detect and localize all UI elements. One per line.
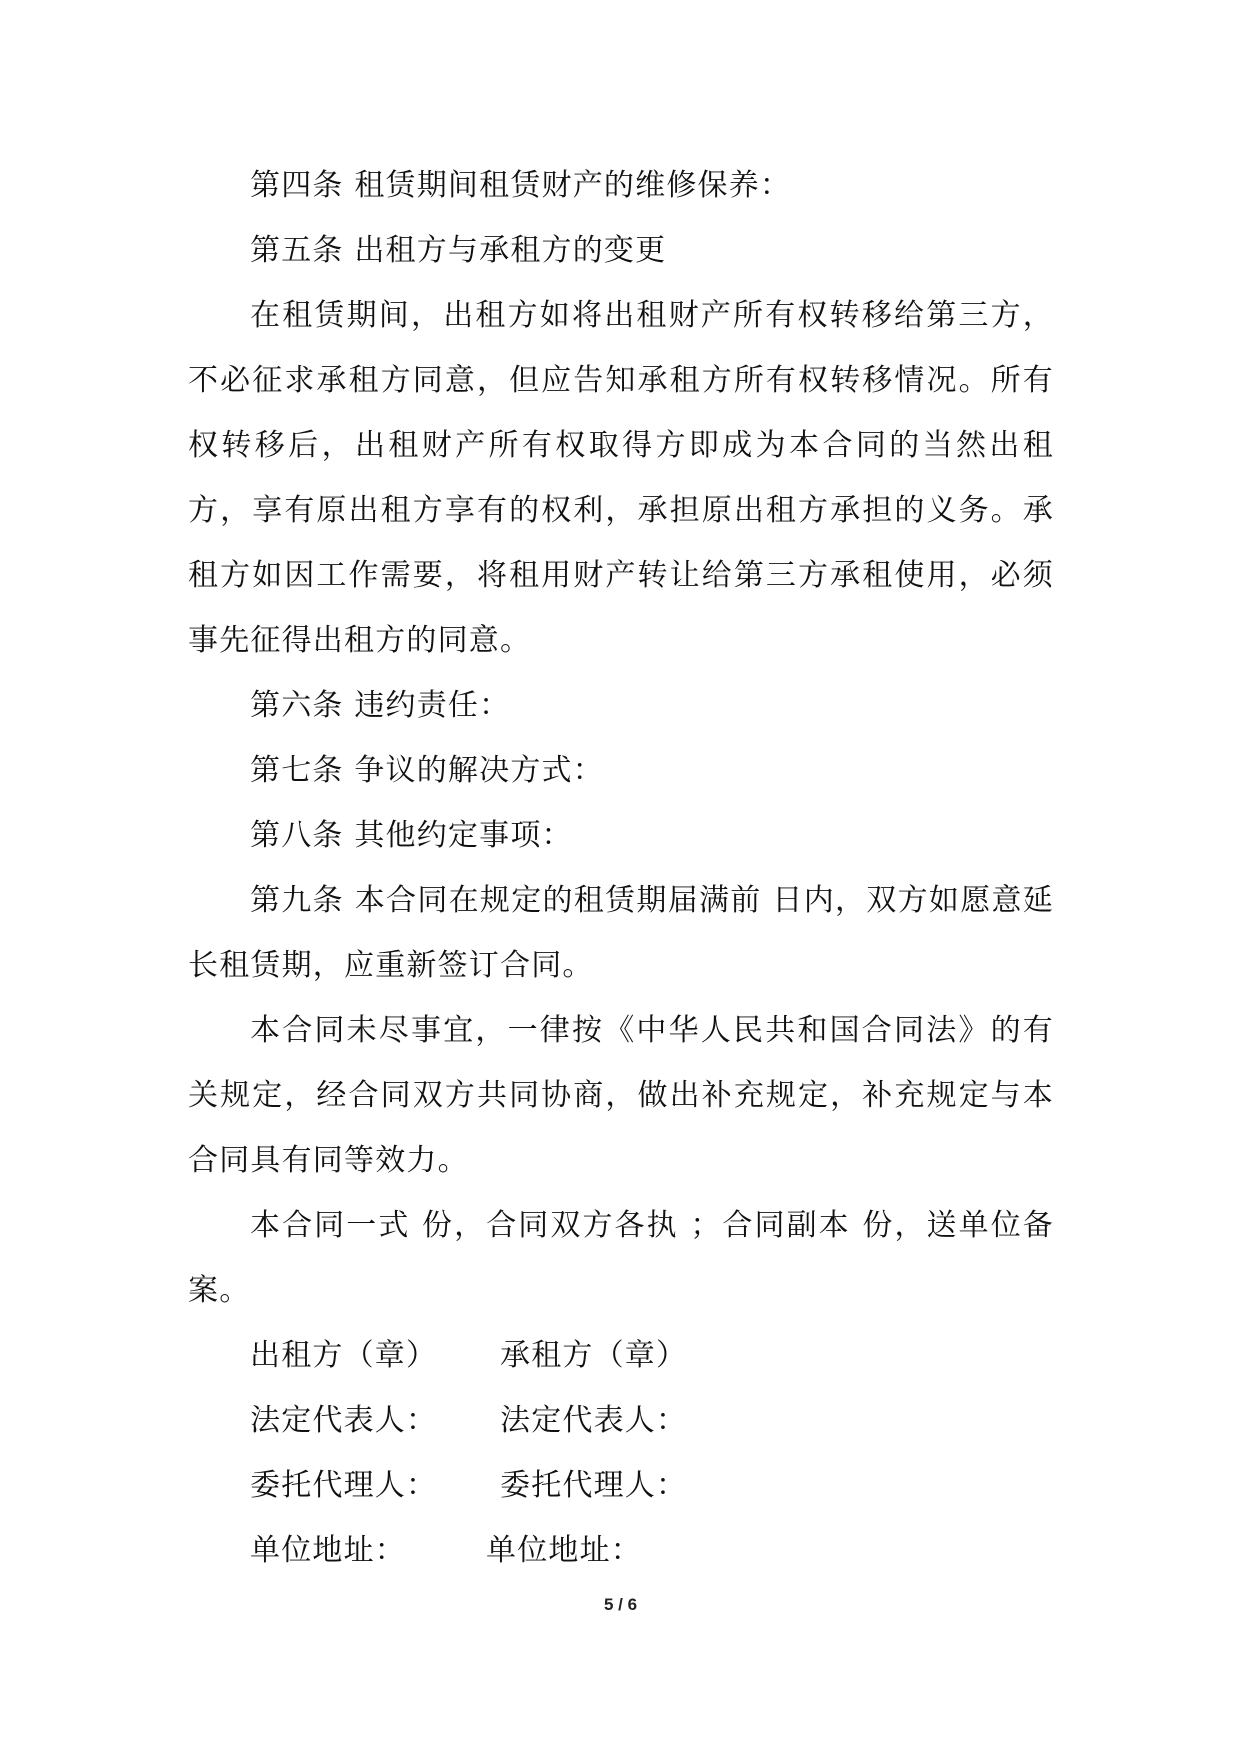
- clause-seven: 第七条 争议的解决方式：: [250, 753, 604, 788]
- copies-clause: 本合同一式 份，合同双方各执 ；合同副本 份，送单位备案。: [188, 1208, 1054, 1308]
- lessor-seal-label: 出租方（章）: [250, 1338, 438, 1373]
- clause-four: 第四条 租赁期间租赁财产的维修保养：: [250, 168, 792, 203]
- signature-row-seal: [188, 1323, 1054, 1388]
- clause-six: 第六条 违约责任：: [250, 688, 511, 723]
- lessee-seal-label: 承租方（章）: [500, 1338, 688, 1373]
- signature-row-legal-rep: [188, 1388, 1054, 1453]
- clause-five-body: 在租赁期间，出租方如将出租财产所有权转移给第三方，不必征求承租方同意，但应告知承租方所有权转移情况。所有权转移后，出租财产所有权取得方即成为本合同的当然出租方，享有原出租方享有的权利，承担原出租方承担的义务。承租方如因工作需要，将租用财产转让给第三方承租使用，必须事先征得出租方的同意。: [188, 298, 1054, 658]
- supplementary-terms: 本合同未尽事宜，一律按《中华人民共和国合同法》的有关规定，经合同双方共同协商，做出补充规定，补充规定与本合同具有同等效力。: [188, 1013, 1054, 1178]
- document-body: [188, 153, 1054, 1583]
- clause-five: 第五条 出租方与承租方的变更: [250, 233, 667, 268]
- signature-row-address: [188, 1518, 1054, 1583]
- page-number: 5 / 6: [603, 1595, 638, 1614]
- signature-row-agent: [188, 1453, 1054, 1518]
- clause-eight: 第八条 其他约定事项：: [250, 818, 573, 853]
- lessor-address-label: 单位地址：: [250, 1533, 406, 1568]
- lessor-agent-label: 委托代理人：: [250, 1468, 438, 1503]
- lessee-legal-rep-label: 法定代表人：: [500, 1403, 688, 1438]
- clause-nine: 第九条 本合同在规定的租赁期届满前 日内，双方如愿意延长租赁期，应重新签订合同。: [188, 883, 1054, 983]
- lessee-address-label: 单位地址：: [486, 1533, 642, 1568]
- lessee-agent-label: 委托代理人：: [500, 1468, 688, 1503]
- lessor-legal-rep-label: 法定代表人：: [250, 1403, 438, 1438]
